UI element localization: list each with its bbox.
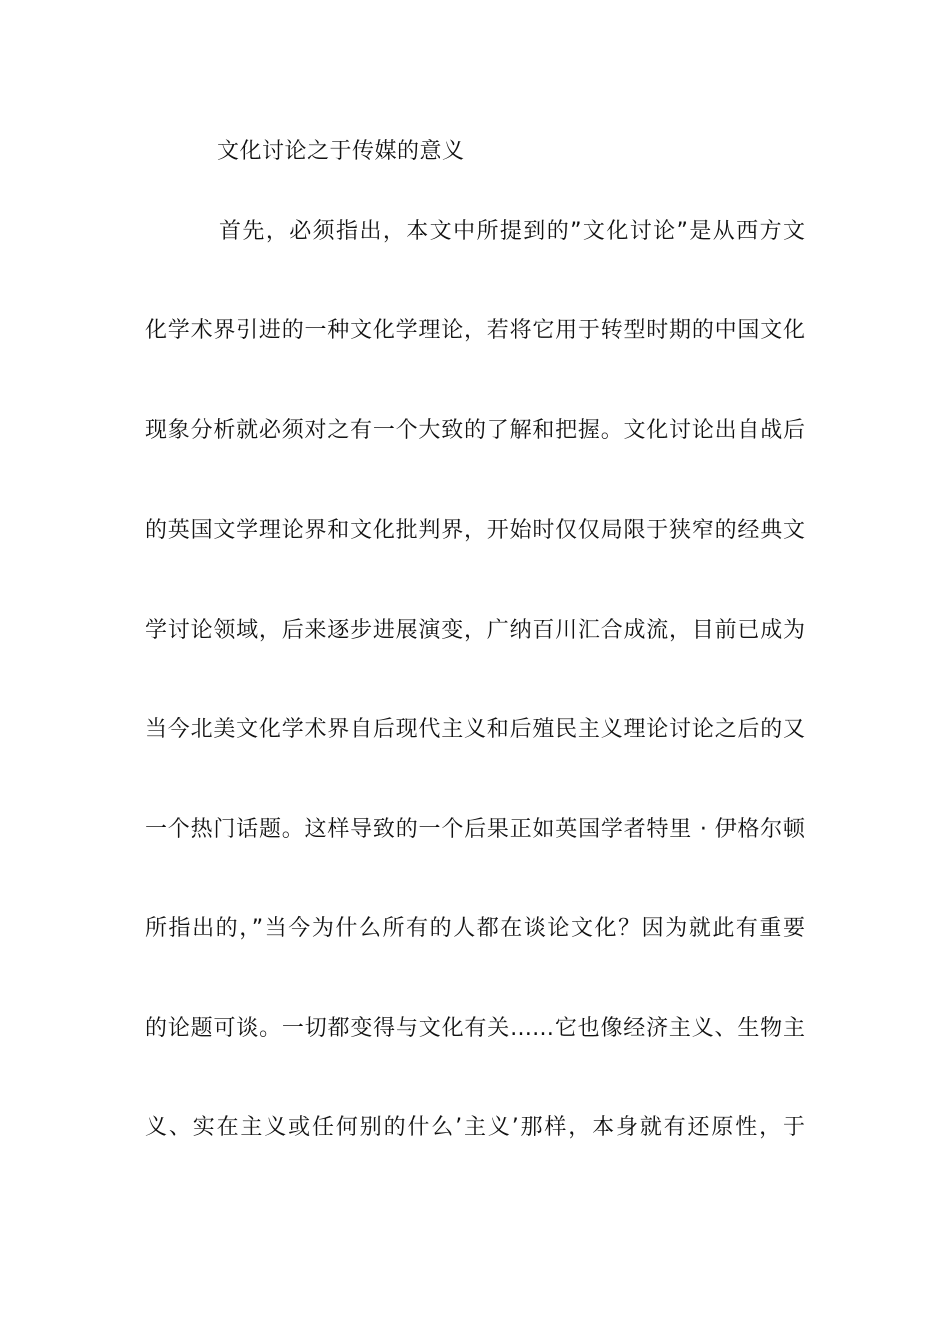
- paragraph-line: 化学术界引进的一种文化学理论，若将它用于转型时期的中国文化: [145, 318, 805, 343]
- paragraph-line: 的论题可谈。一切都变得与文化有关……它也像经济主义、生物主: [145, 1016, 805, 1041]
- paragraph-line: 现象分析就必须对之有一个大致的了解和把握。文化讨论出自战后: [145, 418, 805, 443]
- document-title: 文化讨论之于传媒的意义: [217, 139, 465, 164]
- paragraph-line: 的英国文学理论界和文化批判界，开始时仅仅局限于狭窄的经典文: [145, 518, 805, 543]
- paragraph-line: 所指出的，”当今为什么所有的人都在谈论文化？因为就此有重要: [145, 916, 805, 941]
- paragraph-line: 当今北美文化学术界自后现代主义和后殖民主义理论讨论之后的又: [145, 717, 805, 742]
- paragraph-line: 学讨论领域，后来逐步进展演变，广纳百川汇合成流，目前已成为: [145, 618, 805, 643]
- paragraph-line: 一个热门话题。这样导致的一个后果正如英国学者特里 · 伊格尔顿: [145, 817, 805, 842]
- paragraph-line: 义、实在主义或任何别的什么’主义’那样，本身就有还原性，于: [145, 1115, 805, 1140]
- paragraph-line: 首先，必须指出，本文中所提到的”文化讨论”是从西方文: [219, 219, 805, 244]
